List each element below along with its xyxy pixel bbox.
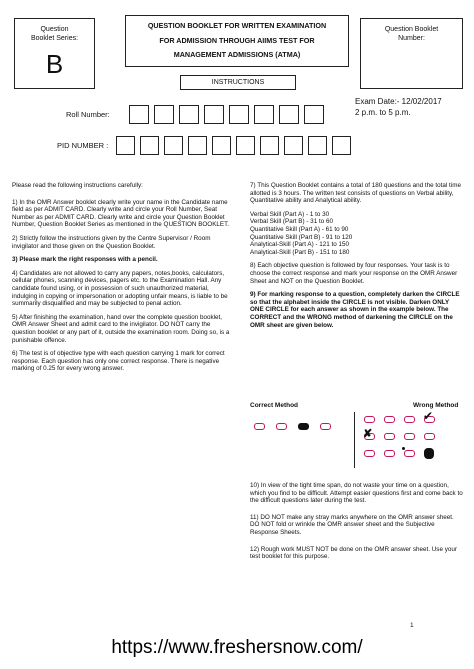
correct-bubble-d bbox=[320, 423, 331, 430]
section-item: Quantitative Skill (Part A) - 61 to 90 bbox=[250, 225, 349, 233]
series-label: Question Booklet Series: bbox=[30, 26, 79, 42]
roll-number-label: Roll Number: bbox=[66, 110, 110, 119]
instruction-3: 3) Please mark the right responses with a pencil. bbox=[12, 256, 158, 264]
title-line-2: FOR ADMISSION THROUGH AIIMS TEST FOR bbox=[159, 36, 315, 45]
wrong-bubble bbox=[384, 450, 395, 457]
instructions-box bbox=[180, 75, 296, 90]
instruction-10: 10) In view of the tight time span, do not waste your time on a question, which you find to be difficult. Attempt easier questions first and come back to the difficult questions later during the test. bbox=[250, 482, 463, 505]
roll-cell-2[interactable] bbox=[154, 105, 174, 124]
section-item: Analytical-Skill (Part B) - 151 to 180 bbox=[250, 248, 350, 256]
wrong-bubble bbox=[404, 416, 415, 423]
footer-url[interactable]: https://www.freshersnow.com/ bbox=[111, 637, 363, 658]
pid-cell-9[interactable] bbox=[308, 136, 327, 155]
exam-date: Exam Date:- 12/02/2017 bbox=[355, 97, 442, 106]
wrong-bubble bbox=[384, 416, 395, 423]
pid-cell-5[interactable] bbox=[212, 136, 231, 155]
correct-bubble-a bbox=[254, 423, 265, 430]
pid-number-label: PID NUMBER : bbox=[57, 141, 109, 150]
roll-cell-1[interactable] bbox=[129, 105, 149, 124]
title-line-3: MANAGEMENT ADMISSIONS (ATMA) bbox=[173, 50, 301, 59]
page-number: 1 bbox=[410, 622, 414, 629]
instruction-12: 12) Rough work MUST NOT be done on the OMR answer sheet. Use your test booklet for this purpose. bbox=[250, 545, 457, 561]
instruction-9: 9) For marking response to a question, completely darken the CIRCLE so that the alphabet inside the CIRCLE is not visible. Darken ONLY ONE CIRCLE for each answer as shown in the example below. The CORRECT and the WRONG method of darkening the CIRCLE on the OMR sheet are given below. bbox=[250, 291, 460, 329]
wrong-bubble bbox=[424, 433, 435, 440]
roll-cell-4[interactable] bbox=[204, 105, 224, 124]
instruction-7: 7) This Question Booklet contains a total of 180 questions and the total time allotted is 3 hours. The written test consists of questions on Verbal ability, Quantitative ability and Analytical ability. bbox=[250, 182, 461, 205]
section-item: Verbal Skill (Part A) - 1 to 30 bbox=[250, 210, 330, 218]
instruction-1: 1) In the OMR Answer booklet clearly write your name in the Candidate name field as per ADMIT CARD. Clearly write and circle your Roll Number, Seat Number as per ADMIT CARD. Clearly write and circle your Question Booklet Number, Question Booklet Series as mentioned in the QUESTION BOOKLET. bbox=[12, 198, 229, 229]
wrong-method-label: Wrong Method bbox=[413, 402, 459, 409]
pid-cell-4[interactable] bbox=[188, 136, 207, 155]
wrong-bubble bbox=[404, 450, 415, 457]
instruction-8: 8) Each objective question is followed by four responses. Your task is to choose the correct response and mark your response on the OMR Answer Sheet and NOT on the Question Booklet. bbox=[250, 262, 458, 285]
pid-cell-8[interactable] bbox=[284, 136, 303, 155]
pid-cell-7[interactable] bbox=[260, 136, 279, 155]
instruction-5: 5) After finishing the examination, hand over the complete question booklet, OMR Answer Sheet and admit card to the invigilator. DO NOT carry the question booklet or any part of it, outside the examination room. Doing so, is a punishable offence. bbox=[12, 313, 230, 344]
dot-mark-icon bbox=[402, 447, 405, 450]
pid-cell-2[interactable] bbox=[140, 136, 159, 155]
section-item: Quantitative Skill (Part B) - 91 to 120 bbox=[250, 233, 353, 241]
instruction-2: 2) Strictly follow the instructions given by the Centre Supervisor / Room invigilator and those given on the Question Booklet. bbox=[12, 234, 211, 250]
wrong-grid-divider bbox=[354, 412, 355, 468]
exam-time: 2 p.m. to 5 p.m. bbox=[355, 108, 411, 117]
booklet-number-label: Question Booklet Number: bbox=[384, 26, 439, 42]
right-column bbox=[250, 182, 464, 335]
pid-cell-6[interactable] bbox=[236, 136, 255, 155]
intro-text: Please read the following instructions carefully: bbox=[12, 182, 143, 189]
cross-mark-icon: ✘ bbox=[363, 428, 373, 440]
left-column bbox=[12, 182, 232, 379]
wrong-bubble bbox=[364, 450, 375, 457]
title-box bbox=[125, 15, 349, 67]
roll-cell-5[interactable] bbox=[229, 105, 249, 124]
wrong-bubble bbox=[404, 433, 415, 440]
section-item: Verbal Skill (Part B) - 31 to 60 bbox=[250, 218, 333, 226]
booklet-number-box bbox=[360, 18, 463, 89]
instruction-11: 11) DO NOT make any stray marks anywhere on the OMR answer sheet. DO NOT fold or wrinkle the OMR answer sheet and the Subjective Response Sheets. bbox=[250, 513, 454, 536]
wrong-bubble-filled bbox=[424, 448, 434, 459]
roll-cell-8[interactable] bbox=[304, 105, 324, 124]
instruction-4: 4) Candidates are not allowed to carry any papers, notes,books, calculators, cellular phones, scanning devices, pagers etc. to the Examination Hall. Any candidate found using, or in possession of such unauthorized material, indulging in copying or impersonation or adopting unfair means, is liable to be summarily disqualified and may be subjected to penal action. bbox=[12, 269, 228, 308]
series-box bbox=[14, 18, 95, 89]
checkmark-icon: ✔ bbox=[423, 409, 434, 423]
wrong-bubble bbox=[384, 433, 395, 440]
instructions-label: INSTRUCTIONS bbox=[211, 79, 265, 86]
correct-method-label: Correct Method bbox=[250, 402, 299, 409]
right-column-lower bbox=[250, 482, 464, 567]
wrong-bubble bbox=[364, 416, 375, 423]
title-line-1: QUESTION BOOKLET FOR WRITTEN EXAMINATION bbox=[147, 21, 327, 30]
pid-cell-3[interactable] bbox=[164, 136, 183, 155]
correct-bubble-b bbox=[276, 423, 287, 430]
correct-bubble-filled bbox=[298, 423, 309, 430]
pid-cell-1[interactable] bbox=[116, 136, 135, 155]
section-list bbox=[250, 211, 464, 257]
pid-cell-10[interactable] bbox=[332, 136, 351, 155]
roll-cell-3[interactable] bbox=[179, 105, 199, 124]
series-letter: B bbox=[45, 49, 64, 79]
instruction-6: 6) The test is of objective type with each question carrying 1 mark for correct response. Each question has only one correct response. There is negative marking of 0.25 for every wrong answer. bbox=[12, 350, 225, 373]
section-item: Analytical-Skill (Part A) - 121 to 150 bbox=[250, 241, 350, 249]
roll-cell-6[interactable] bbox=[254, 105, 274, 124]
roll-cell-7[interactable] bbox=[279, 105, 299, 124]
